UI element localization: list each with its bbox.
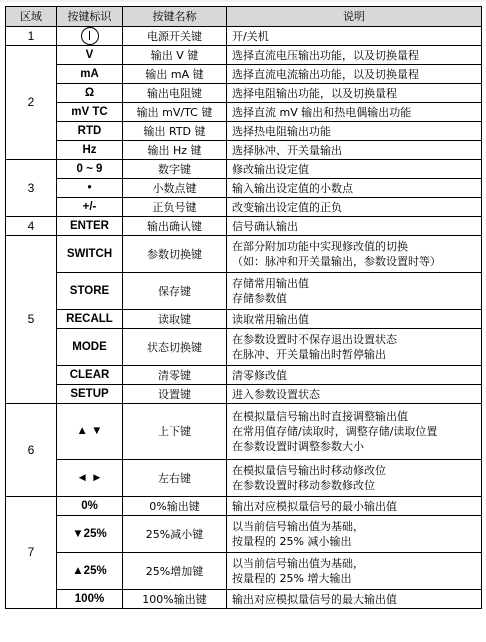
key-mark-cell: ENTER: [57, 217, 123, 236]
description-cell: [227, 497, 482, 516]
key-name-cell: 25%增加键: [123, 553, 227, 590]
key-function-table: [5, 6, 482, 609]
key-mark-cell: CLEAR: [57, 366, 123, 385]
table-row: [6, 516, 482, 553]
key-mark-cell: ◄ ►: [57, 460, 123, 497]
description-line: 在部分附加功能中实现修改值的切换: [232, 240, 408, 253]
description-cell: [227, 590, 482, 609]
key-mark-cell: Hz: [57, 141, 123, 160]
description-line: 读取常用输出值: [232, 312, 309, 326]
description-line: 在常用值存储/读取时，调整存储/读取位置: [232, 425, 438, 438]
zone-cell: 5: [6, 236, 57, 404]
key-mark-cell: V: [57, 46, 123, 65]
description-cell: [227, 198, 482, 217]
description-line: 选择直流电流输出功能，以及切换量程: [232, 67, 419, 81]
description-line: 改变输出设定值的正负: [232, 200, 342, 214]
description-cell: [227, 553, 482, 590]
top-edge: [0, 0, 486, 2]
power-symbol-icon: [81, 27, 99, 45]
description-line: 开/关机: [232, 29, 269, 43]
description-line: 输入输出设定值的小数点: [232, 181, 353, 195]
table-row: [6, 27, 482, 46]
description-line: 以当前信号输出值为基础，: [232, 520, 364, 533]
key-mark-cell: SETUP: [57, 385, 123, 404]
description-line: 修改输出设定值: [232, 162, 309, 176]
table-row: [6, 217, 482, 236]
table-row: [6, 65, 482, 84]
table-row: [6, 310, 482, 329]
description-cell: [227, 65, 482, 84]
key-name-cell: 电源开关键: [123, 27, 227, 46]
table-row: [6, 404, 482, 460]
description-line: 在模拟量信号输出时移动修改位: [232, 464, 386, 477]
table-row: [6, 366, 482, 385]
description-line: （如：脉冲和开关量输出，参数设置时等）: [232, 255, 441, 268]
zone-cell: 1: [6, 27, 57, 46]
key-name-cell: 上下键: [123, 404, 227, 460]
key-mark-cell: mV TC: [57, 103, 123, 122]
table-row: [6, 236, 482, 273]
table-row: [6, 553, 482, 590]
key-name-cell: 数字键: [123, 160, 227, 179]
key-mark-cell: ▲25%: [57, 553, 123, 590]
key-mark-cell: STORE: [57, 273, 123, 310]
key-name-cell: 输出 mV/TC 键: [123, 103, 227, 122]
description-cell: [227, 460, 482, 497]
description-line: 信号确认输出: [232, 219, 298, 233]
table-header-row: [6, 7, 482, 27]
key-mark-cell: mA: [57, 65, 123, 84]
key-name-cell: 读取键: [123, 310, 227, 329]
description-cell: [227, 122, 482, 141]
description-line: 按量程的 25% 增大输出: [232, 572, 352, 585]
zone-cell: 4: [6, 217, 57, 236]
key-mark-cell: 0 ~ 9: [57, 160, 123, 179]
key-name-cell: 输出 V 键: [123, 46, 227, 65]
description-line: 输出对应模拟量信号的最小输出值: [232, 499, 397, 513]
description-cell: [227, 179, 482, 198]
key-name-cell: 输出 mA 键: [123, 65, 227, 84]
key-mark-cell: RECALL: [57, 310, 123, 329]
description-line: 存储常用输出值: [232, 277, 309, 290]
key-mark-cell: ▼25%: [57, 516, 123, 553]
table-row: [6, 179, 482, 198]
description-cell: [227, 329, 482, 366]
table-row: [6, 460, 482, 497]
description-cell: [227, 141, 482, 160]
zone-cell: 6: [6, 404, 57, 497]
table-row: [6, 103, 482, 122]
table-row: [6, 46, 482, 65]
key-name-cell: 清零键: [123, 366, 227, 385]
key-name-cell: 0%输出键: [123, 497, 227, 516]
table-row: [6, 141, 482, 160]
description-cell: [227, 160, 482, 179]
header-key-name: 按键名称: [123, 7, 227, 27]
description-cell: [227, 46, 482, 65]
description-cell: [227, 217, 482, 236]
description-line: 在参数设置时移动参数修改位: [232, 479, 375, 492]
zone-cell: 7: [6, 497, 57, 609]
header-description: 说明: [227, 7, 482, 27]
key-name-cell: 设置键: [123, 385, 227, 404]
table-row: [6, 198, 482, 217]
table-row: [6, 497, 482, 516]
description-line: 进入参数设置状态: [232, 387, 320, 401]
description-line: 按量程的 25% 减小输出: [232, 535, 352, 548]
zone-cell: 2: [6, 46, 57, 160]
table-row: [6, 590, 482, 609]
key-name-cell: 左右键: [123, 460, 227, 497]
key-name-cell: 保存键: [123, 273, 227, 310]
description-cell: [227, 27, 482, 46]
table-row: [6, 84, 482, 103]
description-cell: [227, 310, 482, 329]
key-name-cell: 正负号键: [123, 198, 227, 217]
key-name-cell: 25%减小键: [123, 516, 227, 553]
table-row: [6, 122, 482, 141]
key-name-cell: 输出确认键: [123, 217, 227, 236]
key-mark-cell: RTD: [57, 122, 123, 141]
key-mark-cell: SWITCH: [57, 236, 123, 273]
key-name-cell: 输出电阻键: [123, 84, 227, 103]
description-line: 存储参数值: [232, 292, 287, 305]
table-row: [6, 160, 482, 179]
table-row: [6, 329, 482, 366]
description-cell: [227, 385, 482, 404]
key-mark-cell: MODE: [57, 329, 123, 366]
key-mark-cell: •: [57, 179, 123, 198]
description-line: 选择脉冲、开关量输出: [232, 143, 342, 157]
description-line: 在模拟量信号输出时直接调整输出值: [232, 410, 408, 423]
key-name-cell: 输出 Hz 键: [123, 141, 227, 160]
key-mark-cell: Ω: [57, 84, 123, 103]
table-row: [6, 385, 482, 404]
key-name-cell: 参数切换键: [123, 236, 227, 273]
description-line: 以当前信号输出值为基础，: [232, 557, 364, 570]
header-zone: 区域: [6, 7, 57, 27]
description-line: 清零修改值: [232, 368, 287, 382]
description-cell: [227, 366, 482, 385]
key-name-cell: 状态切换键: [123, 329, 227, 366]
description-cell: [227, 516, 482, 553]
key-mark-cell: +/-: [57, 198, 123, 217]
key-mark-cell: ▲ ▼: [57, 404, 123, 460]
key-mark-cell: [57, 27, 123, 46]
description-cell: [227, 84, 482, 103]
description-line: 输出对应模拟量信号的最大输出值: [232, 592, 397, 606]
description-line: 在参数设置时调整参数大小: [232, 440, 364, 453]
description-line: 在参数设置时不保存退出设置状态: [232, 333, 397, 346]
key-name-cell: 输出 RTD 键: [123, 122, 227, 141]
description-line: 在脉冲、开关量输出时暂停输出: [232, 348, 386, 361]
key-mark-cell: 0%: [57, 497, 123, 516]
description-line: 选择直流 mV 输出和热电偶输出功能: [232, 105, 412, 119]
header-key-mark: 按键标识: [57, 7, 123, 27]
key-mark-cell: 100%: [57, 590, 123, 609]
description-line: 选择电阻输出功能，以及切换量程: [232, 86, 397, 100]
table-row: [6, 273, 482, 310]
key-name-cell: 100%输出键: [123, 590, 227, 609]
zone-cell: 3: [6, 160, 57, 217]
description-cell: [227, 273, 482, 310]
description-cell: [227, 236, 482, 273]
key-name-cell: 小数点键: [123, 179, 227, 198]
description-cell: [227, 404, 482, 460]
description-cell: [227, 103, 482, 122]
description-line: 选择热电阻输出功能: [232, 124, 331, 138]
description-line: 选择直流电压输出功能，以及切换量程: [232, 48, 419, 62]
